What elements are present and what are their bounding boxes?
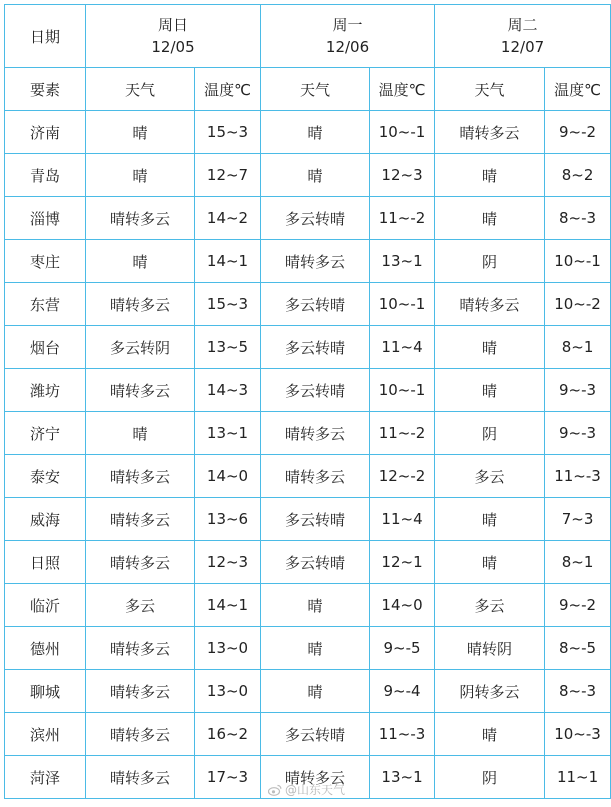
weather-forecast-table: [4, 4, 611, 799]
day-name: 周日: [158, 16, 189, 34]
temperature-cell: 8~1: [545, 541, 611, 584]
temperature-cell: 13~6: [195, 498, 261, 541]
weather-cell: 晴转多云: [86, 756, 195, 799]
temperature-cell: 9~-2: [545, 111, 611, 154]
table-row: [5, 670, 611, 713]
temperature-cell: 10~-1: [370, 369, 435, 412]
weather-cell: 晴: [435, 369, 545, 412]
city-cell: 东营: [5, 283, 86, 326]
day-date: 12/06: [325, 38, 370, 56]
weather-cell: 晴: [86, 111, 195, 154]
table-row: [5, 369, 611, 412]
watermark-text: @山东天气: [285, 783, 346, 797]
weather-cell: 晴转多云: [86, 541, 195, 584]
table-row: [5, 584, 611, 627]
city-cell: 临沂: [5, 584, 86, 627]
weather-cell: 晴转多云: [261, 455, 370, 498]
weather-cell: 多云转晴: [261, 498, 370, 541]
temperature-column-header: 温度℃: [370, 68, 435, 111]
temperature-cell: 17~3: [195, 756, 261, 799]
watermark: [268, 781, 345, 798]
weather-cell: 晴: [435, 498, 545, 541]
temperature-column-header: 温度℃: [545, 68, 611, 111]
weather-cell: 阴转多云: [435, 670, 545, 713]
weather-cell: 阴: [435, 412, 545, 455]
temperature-cell: 9~-4: [370, 670, 435, 713]
weather-cell: 多云转阴: [86, 326, 195, 369]
city-cell: 潍坊: [5, 369, 86, 412]
weibo-logo-icon: [268, 784, 282, 796]
weather-cell: 晴转多云: [86, 455, 195, 498]
table-row: [5, 111, 611, 154]
temperature-cell: 8~1: [545, 326, 611, 369]
weather-cell: 晴转多云: [261, 412, 370, 455]
weather-cell: 多云转晴: [261, 326, 370, 369]
table-row: [5, 627, 611, 670]
weather-cell: 晴: [261, 670, 370, 713]
temperature-cell: 8~-3: [545, 670, 611, 713]
temperature-cell: 13~0: [195, 670, 261, 713]
temperature-cell: 10~-1: [370, 111, 435, 154]
temperature-cell: 11~-2: [370, 197, 435, 240]
weather-column-header: 天气: [86, 68, 195, 111]
table-row: [5, 713, 611, 756]
temperature-cell: 15~3: [195, 111, 261, 154]
temperature-cell: 14~0: [370, 584, 435, 627]
weather-cell: 晴: [435, 713, 545, 756]
header-row: [5, 5, 611, 68]
weather-cell: 晴转多云: [261, 240, 370, 283]
temperature-cell: 11~-3: [545, 455, 611, 498]
weather-cell: 晴转多云: [86, 498, 195, 541]
temperature-cell: 8~2: [545, 154, 611, 197]
table-row: [5, 326, 611, 369]
temperature-cell: 14~1: [195, 584, 261, 627]
table-row: [5, 541, 611, 584]
temperature-cell: 12~3: [195, 541, 261, 584]
temperature-cell: 10~-3: [545, 713, 611, 756]
weather-cell: 晴: [261, 627, 370, 670]
temperature-cell: 13~1: [370, 240, 435, 283]
temperature-cell: 12~1: [370, 541, 435, 584]
day-header-sunday: [86, 5, 261, 68]
city-cell: 济南: [5, 111, 86, 154]
day-name: 周二: [507, 16, 538, 34]
day-header-tuesday: [435, 5, 611, 68]
city-cell: 德州: [5, 627, 86, 670]
temperature-cell: 12~-2: [370, 455, 435, 498]
weather-cell: 多云转晴: [261, 713, 370, 756]
weather-cell: 多云转晴: [261, 541, 370, 584]
city-cell: 日照: [5, 541, 86, 584]
weather-cell: 晴: [261, 154, 370, 197]
weather-cell: 阴: [435, 240, 545, 283]
table-row: [5, 498, 611, 541]
weather-cell: 晴: [86, 240, 195, 283]
table-row: [5, 455, 611, 498]
temperature-cell: 9~-5: [370, 627, 435, 670]
weather-column-header: 天气: [435, 68, 545, 111]
temperature-cell: 11~4: [370, 326, 435, 369]
temperature-cell: 10~-1: [370, 283, 435, 326]
weather-cell: 多云: [86, 584, 195, 627]
table-row: [5, 240, 611, 283]
weather-cell: 晴转多云: [86, 670, 195, 713]
temperature-cell: 13~0: [195, 627, 261, 670]
day-header-monday: [261, 5, 435, 68]
weather-cell: 晴: [435, 154, 545, 197]
temperature-cell: 14~0: [195, 455, 261, 498]
weather-cell: 多云转晴: [261, 197, 370, 240]
weather-cell: 晴转多云: [435, 111, 545, 154]
temperature-cell: 13~1: [370, 756, 435, 799]
element-label: 要素: [5, 68, 86, 111]
temperature-cell: 12~7: [195, 154, 261, 197]
city-cell: 枣庄: [5, 240, 86, 283]
table-row: [5, 283, 611, 326]
weather-cell: 晴: [86, 412, 195, 455]
weather-cell: 晴转多云: [261, 756, 370, 799]
temperature-cell: 8~-5: [545, 627, 611, 670]
weather-cell: 晴转阴: [435, 627, 545, 670]
temperature-cell: 10~-1: [545, 240, 611, 283]
weather-cell: 多云: [435, 455, 545, 498]
temperature-cell: 8~-3: [545, 197, 611, 240]
temperature-cell: 14~1: [195, 240, 261, 283]
temperature-cell: 10~-2: [545, 283, 611, 326]
weather-cell: 晴转多云: [86, 369, 195, 412]
day-date: 12/07: [500, 38, 545, 56]
table-row: [5, 197, 611, 240]
temperature-cell: 13~5: [195, 326, 261, 369]
day-name: 周一: [332, 16, 363, 34]
date-label: 日期: [5, 5, 86, 68]
temperature-cell: 11~-3: [370, 713, 435, 756]
temperature-cell: 11~4: [370, 498, 435, 541]
weather-cell: 多云转晴: [261, 283, 370, 326]
temperature-column-header: 温度℃: [195, 68, 261, 111]
weather-cell: 多云转晴: [261, 369, 370, 412]
table-row: [5, 154, 611, 197]
weather-cell: 晴: [435, 326, 545, 369]
temperature-cell: 9~-3: [545, 412, 611, 455]
temperature-cell: 16~2: [195, 713, 261, 756]
city-cell: 菏泽: [5, 756, 86, 799]
weather-cell: 晴: [435, 197, 545, 240]
city-cell: 青岛: [5, 154, 86, 197]
weather-cell: 晴转多云: [86, 713, 195, 756]
subheader-row: [5, 68, 611, 111]
temperature-cell: 12~3: [370, 154, 435, 197]
city-cell: 烟台: [5, 326, 86, 369]
city-cell: 淄博: [5, 197, 86, 240]
weather-cell: 晴: [86, 154, 195, 197]
weather-cell: 晴转多云: [86, 627, 195, 670]
city-cell: 济宁: [5, 412, 86, 455]
temperature-cell: 7~3: [545, 498, 611, 541]
weather-cell: 多云: [435, 584, 545, 627]
table-row: [5, 412, 611, 455]
temperature-cell: 9~-3: [545, 369, 611, 412]
weather-column-header: 天气: [261, 68, 370, 111]
city-cell: 威海: [5, 498, 86, 541]
city-cell: 滨州: [5, 713, 86, 756]
weather-cell: 晴: [261, 584, 370, 627]
temperature-cell: 11~-2: [370, 412, 435, 455]
city-cell: 泰安: [5, 455, 86, 498]
weather-cell: 阴: [435, 756, 545, 799]
city-cell: 聊城: [5, 670, 86, 713]
weather-cell: 晴转多云: [86, 283, 195, 326]
temperature-cell: 15~3: [195, 283, 261, 326]
weather-cell: 晴: [435, 541, 545, 584]
weather-cell: 晴转多云: [86, 197, 195, 240]
weather-cell: 晴: [261, 111, 370, 154]
day-date: 12/05: [151, 38, 195, 56]
temperature-cell: 9~-2: [545, 584, 611, 627]
temperature-cell: 11~1: [545, 756, 611, 799]
weather-cell: 晴转多云: [435, 283, 545, 326]
temperature-cell: 13~1: [195, 412, 261, 455]
temperature-cell: 14~2: [195, 197, 261, 240]
temperature-cell: 14~3: [195, 369, 261, 412]
